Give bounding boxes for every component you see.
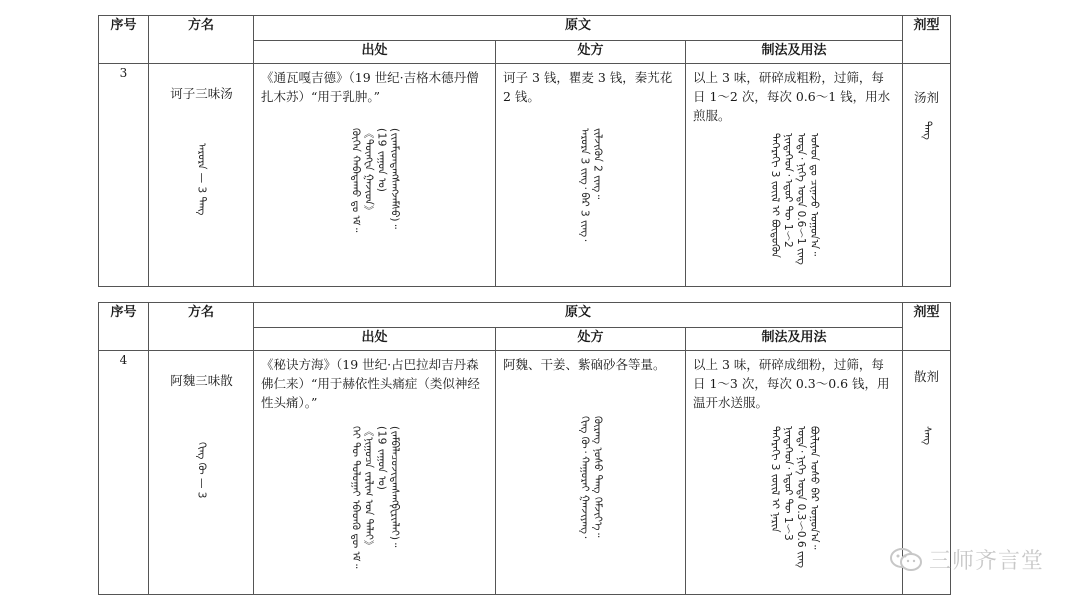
header-source: 出处 bbox=[254, 328, 496, 351]
header-form: 剂型 bbox=[903, 16, 951, 64]
prescription-cell bbox=[496, 64, 686, 287]
formula-name: 诃子三味汤 bbox=[170, 86, 233, 101]
form-cell bbox=[903, 64, 951, 287]
method-text: 以上 3 味，研碎成细粉，过筛，每日 1～3 次，每次 0.3～0.6 钱，用温开水送服。 bbox=[693, 357, 890, 410]
source-text: 《通瓦嘎吉德》（19 世纪·吉格木德丹僧扎木苏）“用于乳肿。” bbox=[261, 70, 479, 104]
source-mongolian: ᠬᠡᠢ ᠲᠦ ᠲᠣᠯᠣᠭᠠᠢ ᠡᠪᠡᠳᠬᠦ ᠳᠦ ᠡᠮ᠃ 《ᠨᠢᠭᠤᠴᠠ ᠵᠠᠷᠯᠢᠭ ᠤᠨ ᠳᠠᠯᠠᠢ》 (19 ᠵᠠᠭᠤᠨ ᠤ) (ᠵᠠᠮᠪᠠᠯᠠᠴᠣᠵᠢᠳᠠᠨᠰᠠᠩᠹᠧᠷᠢᠨᠯᠠᠢ)᠃ bbox=[349, 426, 401, 569]
chat-bubble-icon bbox=[889, 547, 923, 573]
header-name: 方名 bbox=[149, 16, 254, 64]
header-original: 原文 bbox=[254, 303, 903, 328]
formula-table-2 bbox=[98, 302, 951, 595]
row-number: 3 bbox=[99, 64, 149, 287]
method-text: 以上 3 味，研碎成粗粉，过筛，每日 1～2 次，每次 0.6～1 钱，用水煎服。 bbox=[693, 70, 891, 123]
formula-table-1 bbox=[98, 15, 951, 287]
prescription-mongolian: ᠬᠢᠩ ᠭᠦ᠂ ᠬᠠᠭᠤᠷᠠᠢ ᠭᠠᠨᠵᠢᠶᠠᠩ᠂ ᠬᠦᠷᠡᠩ ᠨᠣᠰᠤ ᠲᠡᠩ ᠬᠡᠮᠵᠢᠶ᠎ᠡ᠃ bbox=[578, 416, 604, 539]
source-cell bbox=[254, 351, 496, 595]
header-method: 制法及用法 bbox=[686, 41, 903, 64]
prescription-text: 阿魏、干姜、紫硇砂各等量。 bbox=[503, 357, 666, 372]
row-number: 4 bbox=[99, 351, 149, 595]
prescription-mongolian: ᠠᠷᠤᠷᠠ 3 ᠵᠢᠩ᠂ ᠪᠡᠷ 3 ᠵᠢᠩ᠂ ᠵᠢᠯᠵᠢᠬᠦᠨ 2 ᠵᠢᠩ᠃ bbox=[578, 128, 604, 242]
formula-name-mongolian: ᠬᠢᠩ ᠭᠦ — 3 bbox=[195, 442, 208, 499]
formula-name-cell bbox=[149, 64, 254, 287]
table-row bbox=[99, 64, 951, 287]
method-cell bbox=[686, 64, 903, 287]
watermark-text: 三师齐言堂 bbox=[928, 549, 1044, 574]
source-mongolian: ᠬᠦᠬᠡᠨ ᠬᠠᠪᠠᠳᠠᠬᠤ ᠳᠤ ᠡᠮ᠃ 《ᠲᠦᠩᠸᠠ ᠭᠠᠵᠢᠳ》 (19 ᠵᠠᠭᠤᠨ ᠤ) (ᠵᠢᠭᠮᠢᠳᠳᠠᠩᠰᠠᠩᠵᠠᠮᠰᠤ)᠃ bbox=[349, 128, 401, 233]
source-text: 《秘诀方海》（19 世纪·占巴拉却吉丹森佛仁来）“用于赫依性头痛症（类似神经性头痛）。” bbox=[261, 357, 480, 410]
method-mongolian: ᠳᠡᠭᠡᠷᠡᠬᠢ 3 ᠵᠦᠢᠯ ᠢ ᠨᠠᠷᠢᠨ ᠨᠢᠨᠳᠡᠭᠡᠳ᠂ ᠡᠳᠦᠷ ᠲᠦ 1～3 ᠤᠳᠠ᠂ ᠨᠢᠭᠡ ᠤᠳᠠ 0.3～0.6 ᠵᠢᠩ ᠪᠦᠯᠢᠶᠡᠨ ᠤᠰᠤ ᠪᠠᠷ ᠤᠭᠤᠨ᠎ᠠ᠃ bbox=[769, 426, 820, 568]
dosage-form-mongolian: ᠰᠠᠩ bbox=[921, 426, 934, 445]
formula-name-cell bbox=[149, 351, 254, 595]
prescription-text: 诃子 3 钱，瞿麦 3 钱，秦艽花 2 钱。 bbox=[503, 70, 673, 104]
header-no: 序号 bbox=[99, 16, 149, 64]
table-row bbox=[99, 351, 951, 595]
header-no: 序号 bbox=[99, 303, 149, 351]
formula-name-mongolian: ᠠᠷᠤᠷᠠ — 3 ᠲᠠᠩ bbox=[195, 143, 208, 216]
header-prescription: 处方 bbox=[496, 41, 686, 64]
header-source: 出处 bbox=[254, 41, 496, 64]
method-cell bbox=[686, 351, 903, 595]
header-original: 原文 bbox=[254, 16, 903, 41]
header-name: 方名 bbox=[149, 303, 254, 351]
prescription-cell bbox=[496, 351, 686, 595]
source-cell bbox=[254, 64, 496, 287]
header-method: 制法及用法 bbox=[686, 328, 903, 351]
header-form: 剂型 bbox=[903, 303, 951, 351]
formula-name: 阿魏三味散 bbox=[170, 373, 233, 388]
dosage-form: 汤剂 bbox=[914, 90, 940, 105]
dosage-form: 散剂 bbox=[914, 369, 940, 384]
dosage-form-mongolian: ᠲᠠᠩ bbox=[921, 121, 934, 140]
watermark bbox=[889, 544, 1044, 575]
method-mongolian: ᠳᠡᠭᠡᠷᠡᠬᠢ 3 ᠵᠦᠢᠯ ᠢ ᠪᠦᠳᠦᠭᠦᠨ ᠨᠢᠨᠳᠡᠭᠡᠳ᠂ ᠡᠳᠦᠷ ᠲᠦ 1～2 ᠤᠳᠠ᠂ ᠨᠢᠭᠡ ᠤᠳᠠ 0.6～1 ᠵᠢᠩ ᠤᠰᠤᠨ ᠳᠤ ᠴᠢᠨᠠᠵᠤ ᠤᠭᠤᠨ᠎ᠠ᠃ bbox=[769, 133, 820, 265]
header-prescription: 处方 bbox=[496, 328, 686, 351]
